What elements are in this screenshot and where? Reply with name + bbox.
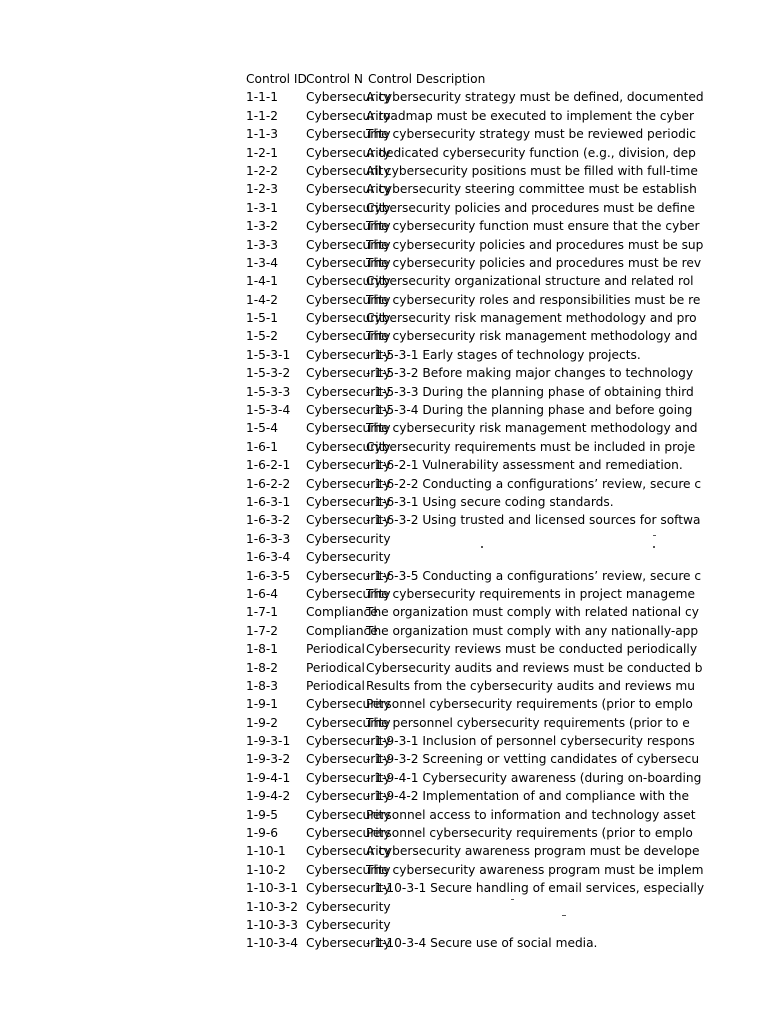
table-row — [246, 346, 668, 364]
control-id-cell[interactable]: 1-6-4 — [246, 586, 279, 601]
spreadsheet-table — [246, 70, 705, 953]
control-id-cell[interactable]: 1-9-5 — [246, 807, 279, 822]
control-id-cell[interactable]: 1-6-3-2 — [246, 513, 291, 528]
control-description-cell[interactable] — [366, 548, 668, 566]
control-name-cell[interactable]: Cybersecurity — [306, 292, 391, 307]
control-id-cell[interactable]: 1-10-2 — [246, 862, 286, 877]
control-description-cell[interactable]: The cybersecurity roles and responsibilities must be re — [366, 292, 701, 307]
control-id-cell[interactable]: 1-5-2 — [246, 329, 279, 344]
header-control-name[interactable]: Control N — [306, 72, 364, 86]
control-id-cell[interactable]: 1-9-4-2 — [246, 789, 291, 804]
control-id-cell[interactable]: 1-2-1 — [246, 145, 279, 160]
control-description-cell[interactable]: - 1-9-3-2 Screening or vetting candidates of cybersecu — [366, 752, 700, 767]
control-id-cell[interactable]: 1-5-3-2 — [246, 366, 291, 381]
control-description-cell[interactable]: Results from the cybersecurity audits and reviews mu — [366, 678, 695, 693]
control-id-cell[interactable]: 1-6-3-1 — [246, 494, 291, 509]
control-id-cell[interactable]: 1-3-1 — [246, 200, 279, 215]
control-name-cell[interactable]: Cybersecurity — [306, 127, 391, 142]
control-description-cell[interactable]: - 1-6-2-1 Vulnerability assessment and remediation. — [366, 458, 683, 473]
table-row — [246, 787, 689, 805]
control-description-cell[interactable] — [366, 898, 668, 916]
table-row — [246, 272, 694, 290]
control-name-cell[interactable]: Cybersecurity — [306, 145, 391, 160]
control-description-cell[interactable]: Cybersecurity organizational structure and related rol — [366, 274, 694, 289]
control-description-cell[interactable]: A cybersecurity steering committee must be establish — [366, 182, 697, 197]
control-description-cell[interactable]: All cybersecurity positions must be filled with full-time — [366, 163, 698, 178]
control-name-cell[interactable]: Cybersecurity — [306, 789, 391, 804]
control-id-cell[interactable]: 1-1-2 — [246, 108, 279, 123]
control-name-cell[interactable]: Cybersecurity — [306, 163, 391, 178]
control-id-cell[interactable]: 1-4-1 — [246, 274, 279, 289]
control-description-cell[interactable]: The cybersecurity awareness program must be implem — [366, 862, 704, 877]
control-name-cell[interactable]: Cybersecurity — [306, 494, 391, 509]
table-row — [246, 456, 683, 474]
control-description-cell[interactable]: - 1-9-4-2 Implementation of and compliance with the — [366, 789, 689, 804]
control-name-cell[interactable]: Cybersecurity — [306, 568, 391, 583]
table-row — [246, 493, 668, 511]
control-description-cell[interactable]: Cybersecurity policies and procedures must be define — [366, 200, 695, 215]
control-name-cell[interactable]: Cybersecurity — [306, 458, 391, 473]
control-description-cell[interactable]: - 1-9-4-1 Cybersecurity awareness (during on-boarding — [366, 770, 702, 785]
control-description-cell[interactable]: - 1-10-3-4 Secure use of social media. — [366, 936, 598, 951]
control-id-cell[interactable]: 1-4-2 — [246, 292, 279, 307]
control-id-cell[interactable]: 1-10-3-2 — [246, 899, 298, 914]
control-id-cell[interactable]: 1-6-3-3 — [246, 531, 291, 546]
table-row — [246, 677, 695, 695]
control-name-cell[interactable]: Cybersecurity — [306, 476, 391, 491]
control-description-cell[interactable]: - 1-5-3-3 During the planning phase of obtaining third — [366, 384, 694, 399]
control-name-cell[interactable]: Periodical — [306, 642, 365, 657]
table-row — [246, 364, 694, 382]
table-row — [246, 934, 668, 952]
control-id-cell[interactable]: 1-9-3-1 — [246, 734, 291, 749]
table-row — [246, 695, 693, 713]
table-row — [246, 438, 696, 456]
control-description-cell[interactable]: - 1-6-3-5 Conducting a configurations’ review, secure c — [366, 568, 702, 583]
control-description-cell[interactable] — [366, 916, 668, 934]
control-name-cell[interactable]: Cybersecurity — [306, 531, 391, 546]
control-id-cell[interactable]: 1-10-1 — [246, 844, 286, 859]
control-description-cell[interactable]: The organization must comply with related national cy — [366, 605, 699, 620]
control-id-cell[interactable]: 1-6-1 — [246, 439, 279, 454]
table-row — [246, 916, 668, 934]
control-description-cell[interactable]: - 1-10-3-1 Secure handling of email services, especially — [366, 881, 705, 896]
table-row — [246, 180, 697, 198]
control-id-cell[interactable]: 1-8-1 — [246, 642, 279, 657]
control-id-cell[interactable]: 1-5-3-1 — [246, 347, 291, 362]
control-name-cell[interactable]: Periodical — [306, 678, 365, 693]
table-row — [246, 898, 668, 916]
control-name-cell[interactable]: Cybersecurity — [306, 697, 391, 712]
control-description-cell[interactable]: A cybersecurity awareness program must be develope — [366, 844, 700, 859]
control-id-cell[interactable]: 1-3-2 — [246, 219, 279, 234]
control-id-cell[interactable]: 1-6-3-4 — [246, 550, 291, 565]
control-name-cell[interactable]: Cybersecurity — [306, 311, 391, 326]
header-control-description[interactable]: Control Description — [368, 72, 486, 86]
table-row — [246, 603, 699, 621]
control-id-cell[interactable]: 1-10-3-3 — [246, 917, 298, 932]
control-name-cell[interactable]: Cybersecurity — [306, 715, 391, 730]
control-description-cell[interactable]: Cybersecurity audits and reviews must be conducted b — [366, 660, 703, 675]
table-row — [246, 217, 700, 235]
table-row — [246, 327, 698, 345]
control-id-cell[interactable]: 1-1-3 — [246, 127, 279, 142]
control-name-cell[interactable]: Cybersecurity — [306, 752, 391, 767]
control-id-cell[interactable]: 1-9-3-2 — [246, 752, 291, 767]
table-row — [246, 567, 702, 585]
control-id-cell[interactable]: 1-5-4 — [246, 421, 279, 436]
control-id-cell[interactable]: 1-8-2 — [246, 660, 279, 675]
control-name-cell[interactable]: Cybersecurity — [306, 90, 391, 105]
control-name-cell[interactable]: Cybersecurity — [306, 347, 391, 362]
control-description-cell[interactable]: Cybersecurity risk management methodology and pro — [366, 311, 697, 326]
control-description-cell[interactable]: - 1-5-3-1 Early stages of technology projects. — [366, 347, 641, 362]
control-description-cell[interactable] — [366, 530, 668, 548]
control-name-cell[interactable]: Periodical — [306, 660, 365, 675]
control-name-cell[interactable]: Cybersecurity — [306, 550, 391, 565]
control-id-cell[interactable]: 1-7-2 — [246, 623, 279, 638]
control-id-cell[interactable]: 1-9-6 — [246, 826, 279, 841]
control-description-cell[interactable]: The cybersecurity requirements in project manageme — [366, 586, 695, 601]
control-name-cell[interactable]: Compliance — [306, 605, 378, 620]
control-description-cell[interactable]: The cybersecurity policies and procedures must be sup — [366, 237, 704, 252]
table-row — [246, 842, 700, 860]
control-description-cell[interactable]: - 1-6-3-2 Using trusted and licensed sources for softwa — [366, 513, 701, 528]
table-row — [246, 162, 698, 180]
table-row — [246, 254, 702, 272]
table-row — [246, 548, 668, 566]
control-description-cell[interactable]: A cybersecurity strategy must be defined, documented — [366, 90, 704, 105]
control-id-cell[interactable]: 1-7-1 — [246, 605, 279, 620]
control-id-cell[interactable]: 1-5-1 — [246, 311, 279, 326]
control-name-cell[interactable]: Cybersecurity — [306, 936, 391, 951]
control-name-cell[interactable]: Cybersecurity — [306, 899, 391, 914]
table-row — [246, 419, 698, 437]
table-row — [246, 401, 693, 419]
control-description-cell[interactable]: Personnel cybersecurity requirements (prior to emplo — [366, 826, 693, 841]
control-id-cell[interactable]: 1-6-3-5 — [246, 568, 291, 583]
header-control-id[interactable]: Control ID — [246, 72, 307, 86]
control-id-cell[interactable]: 1-10-3-4 — [246, 936, 298, 951]
control-description-cell[interactable]: - 1-9-3-1 Inclusion of personnel cybersecurity respons — [366, 734, 695, 749]
control-name-cell[interactable]: Cybersecurity — [306, 182, 391, 197]
control-description-cell[interactable]: The cybersecurity risk management methodology and — [366, 329, 698, 344]
control-name-cell[interactable]: Cybersecurity — [306, 219, 391, 234]
table-row — [246, 659, 703, 677]
control-description-cell[interactable]: The cybersecurity policies and procedures must be rev — [366, 255, 702, 270]
control-description-cell[interactable]: The organization must comply with any nationally-app — [366, 623, 699, 638]
control-description-cell[interactable]: - 1-6-3-1 Using secure coding standards. — [366, 494, 614, 509]
control-id-cell[interactable]: 1-5-3-3 — [246, 384, 291, 399]
control-name-cell[interactable]: Cybersecurity — [306, 917, 391, 932]
control-name-cell[interactable]: Cybersecurity — [306, 274, 391, 289]
control-description-cell[interactable]: Cybersecurity requirements must be included in proje — [366, 439, 696, 454]
control-name-cell[interactable]: Cybersecurity — [306, 826, 391, 841]
control-name-cell[interactable]: Cybersecurity — [306, 200, 391, 215]
control-name-cell[interactable]: Cybersecurity — [306, 513, 391, 528]
control-description-cell[interactable]: - 1-6-2-2 Conducting a configurations’ review, secure c — [366, 476, 702, 491]
control-name-cell[interactable]: Cybersecurity — [306, 862, 391, 877]
table-row — [246, 530, 668, 548]
control-description-cell[interactable]: Personnel cybersecurity requirements (prior to emplo — [366, 697, 693, 712]
control-description-cell[interactable]: Cybersecurity reviews must be conducted periodically — [366, 642, 698, 657]
table-row — [246, 475, 702, 493]
control-id-cell[interactable]: 1-8-3 — [246, 678, 279, 693]
table-row — [246, 383, 694, 401]
table-row — [246, 309, 697, 327]
control-description-cell[interactable]: A roadmap must be executed to implement the cyber — [366, 108, 694, 123]
control-description-cell[interactable]: A dedicated cybersecurity function (e.g., division, dep — [366, 145, 696, 160]
table-row — [246, 640, 698, 658]
overflow-artifact — [481, 546, 483, 548]
table-row — [246, 622, 699, 640]
table-row — [246, 144, 696, 162]
control-name-cell[interactable]: Cybersecurity — [306, 329, 391, 344]
control-name-cell[interactable]: Compliance — [306, 623, 378, 638]
control-description-cell[interactable]: - 1-5-3-4 During the planning phase and before going — [366, 403, 693, 418]
table-row — [246, 107, 694, 125]
control-description-cell[interactable]: The cybersecurity risk management methodology and — [366, 421, 698, 436]
overflow-artifact — [653, 546, 655, 548]
control-id-cell[interactable]: 1-1-1 — [246, 90, 279, 105]
table-row — [246, 861, 704, 879]
control-id-cell[interactable]: 1-9-4-1 — [246, 770, 291, 785]
table-body — [246, 88, 705, 952]
control-description-cell[interactable]: Personnel access to information and technology asset — [366, 807, 696, 822]
header-row — [246, 70, 668, 88]
control-name-cell[interactable]: Cybersecurity — [306, 403, 391, 418]
control-name-cell[interactable]: Cybersecurity — [306, 844, 391, 859]
table-row — [246, 769, 702, 787]
control-name-cell[interactable]: Cybersecurity — [306, 384, 391, 399]
table-row — [246, 750, 700, 768]
control-description-cell[interactable]: The cybersecurity function must ensure that the cyber — [366, 219, 700, 234]
control-description-cell[interactable]: The cybersecurity strategy must be reviewed periodic — [366, 127, 696, 142]
control-id-cell[interactable]: 1-3-4 — [246, 255, 279, 270]
control-id-cell[interactable]: 1-2-3 — [246, 182, 279, 197]
control-description-cell[interactable]: - 1-5-3-2 Before making major changes to technology — [366, 366, 694, 381]
control-name-cell[interactable]: Cybersecurity — [306, 237, 391, 252]
table-row — [246, 806, 696, 824]
table-row — [246, 291, 701, 309]
table-row — [246, 199, 695, 217]
table-row — [246, 585, 695, 603]
table-row — [246, 125, 696, 143]
control-name-cell[interactable]: Cybersecurity — [306, 770, 391, 785]
overflow-artifact — [653, 535, 656, 536]
control-id-cell[interactable]: 1-5-3-4 — [246, 403, 291, 418]
control-id-cell[interactable]: 1-10-3-1 — [246, 881, 298, 896]
table-row — [246, 732, 695, 750]
control-name-cell[interactable]: Cybersecurity — [306, 881, 391, 896]
control-id-cell[interactable]: 1-9-2 — [246, 715, 279, 730]
control-id-cell[interactable]: 1-3-3 — [246, 237, 279, 252]
overflow-artifact — [511, 899, 514, 900]
control-name-cell[interactable]: Cybersecurity — [306, 421, 391, 436]
control-name-cell[interactable]: Cybersecurity — [306, 734, 391, 749]
table-row — [246, 236, 704, 254]
control-description-cell[interactable]: The personnel cybersecurity requirements (prior to e — [366, 715, 690, 730]
table-row — [246, 879, 705, 897]
overflow-artifact — [562, 915, 566, 916]
control-name-cell[interactable]: Cybersecurity — [306, 586, 391, 601]
control-name-cell[interactable]: Cybersecurity — [306, 439, 391, 454]
control-id-cell[interactable]: 1-2-2 — [246, 163, 279, 178]
table-row — [246, 714, 690, 732]
control-name-cell[interactable]: Cybersecurity — [306, 807, 391, 822]
table-row — [246, 511, 701, 529]
table-row — [246, 88, 704, 106]
control-id-cell[interactable]: 1-6-2-1 — [246, 458, 291, 473]
control-id-cell[interactable]: 1-6-2-2 — [246, 476, 291, 491]
control-name-cell[interactable]: Cybersecurity — [306, 255, 391, 270]
control-name-cell[interactable]: Cybersecurity — [306, 366, 391, 381]
control-id-cell[interactable]: 1-9-1 — [246, 697, 279, 712]
table-row — [246, 824, 693, 842]
control-name-cell[interactable]: Cybersecurity — [306, 108, 391, 123]
